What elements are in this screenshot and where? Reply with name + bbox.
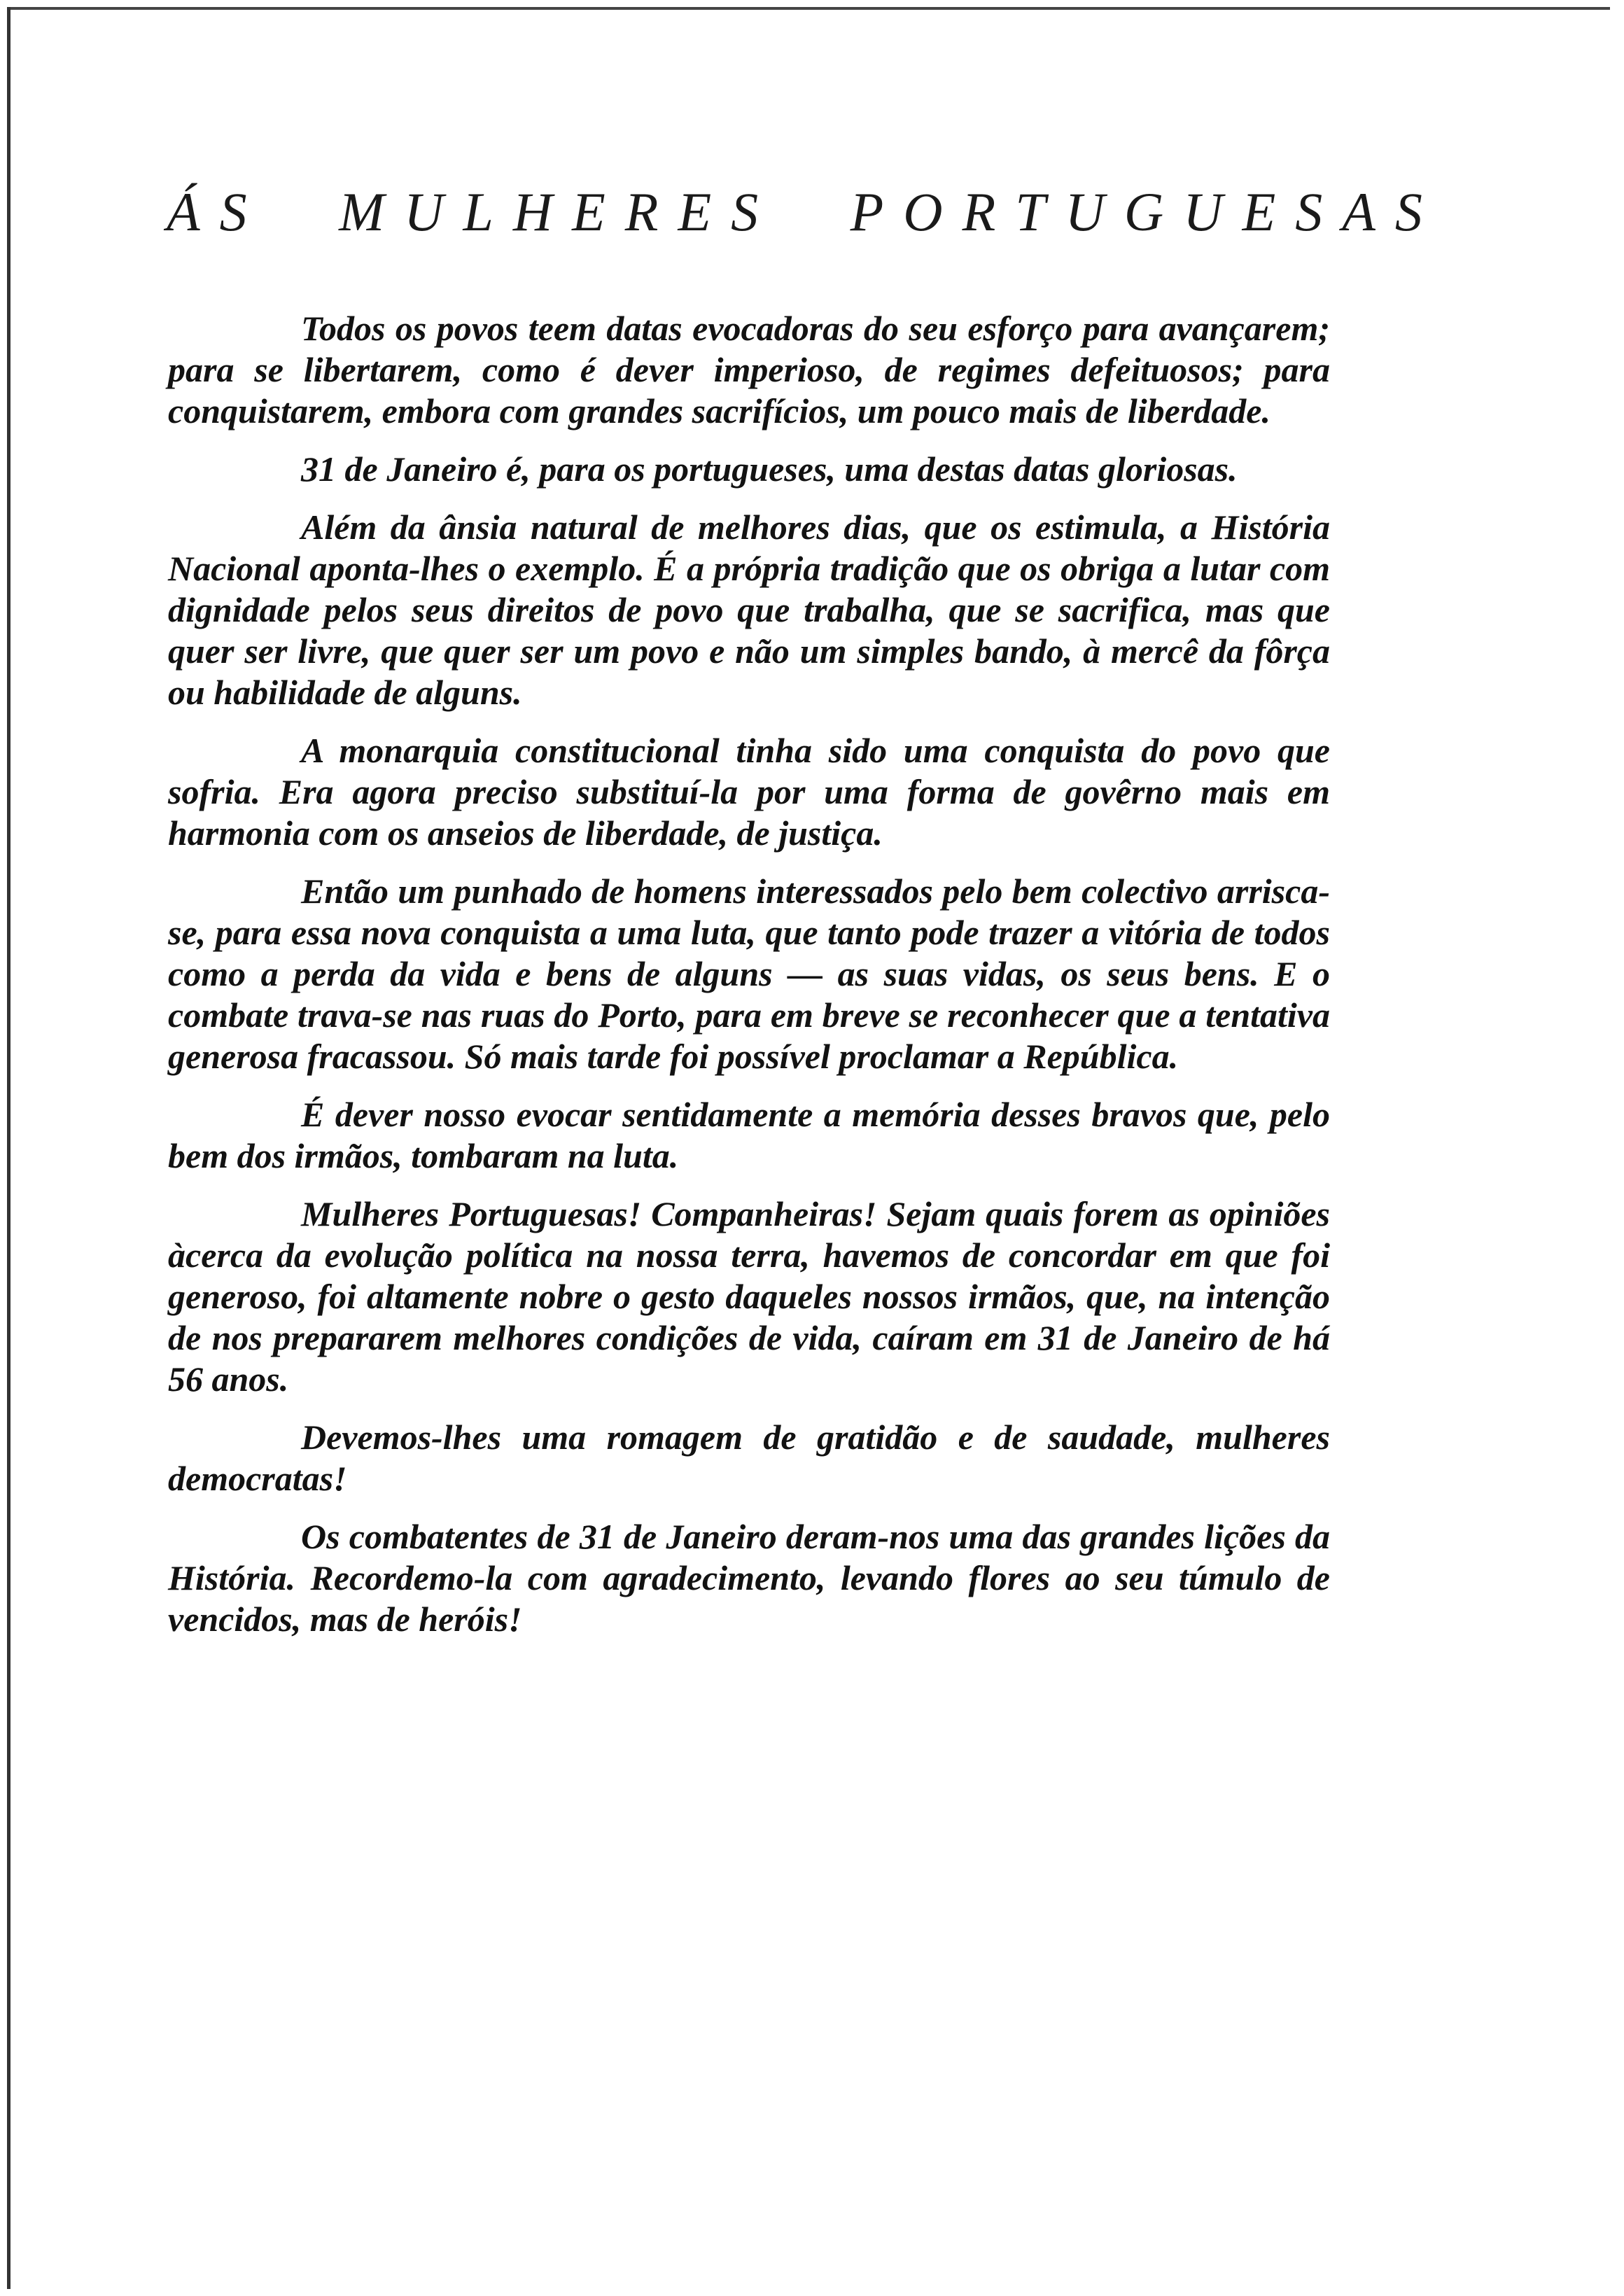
paragraph: 31 de Janeiro é, para os portugueses, uma destas datas gloriosas.	[301, 449, 1238, 489]
document-body	[168, 308, 1330, 1657]
paragraph: É dever nosso evocar sentidamente a memória desses bravos que, pelo bem dos irmãos, tombaram na luta.	[168, 1095, 1330, 1175]
paragraph: Mulheres Portuguesas! Companheiras! Sejam quais forem as opiniões àcerca da evolução política na nossa terra, havemos de concordar em que foi generoso, foi altamente nobre o gesto daqueles nossos irmãos, que, na intenção de nos prepararem melhores condições de vida, caíram em 31 de Janeiro de há 56 anos.	[168, 1194, 1330, 1399]
paragraph: Todos os povos teem datas evocadoras do seu esforço para avançarem; para se libertarem, como é dever imperioso, de regimes defeituosos; para conquistarem, embora com grandes sacrifícios, um pouco mais de liberdade.	[168, 309, 1330, 430]
page-border-left	[7, 7, 10, 2289]
paragraph: A monarquia constitucional tinha sido uma conquista do povo que sofria. Era agora preciso substituí-la por uma forma de govêrno mais em harmonia com os anseios de liberdade, de justiça.	[168, 731, 1330, 853]
paragraph: Além da ânsia natural de melhores dias, que os estimula, a História Nacional aponta-lhes o exemplo. É a própria tradição que os obriga a lutar com dignidade pelos seus direitos de povo que trabalha, que se sacrifica, mas que quer ser livre, que quer ser um povo e não um simples bando, à mercê da fôrça ou habilidade de alguns.	[168, 507, 1330, 712]
page-border-top	[7, 7, 1610, 10]
document-title: ÁS MULHERES PORTUGUESAS	[167, 181, 1442, 242]
paragraph: Então um punhado de homens interessados pelo bem colectivo arrisca-se, para essa nova conquista a uma luta, que tanto pode trazer a vitória de todos como a perda da vida e bens de alguns — as suas vidas, os seus bens. E o combate trava-se nas ruas do Porto, para em breve se reconhecer que a tentativa generosa fracassou. Só mais tarde foi possível proclamar a República.	[168, 872, 1330, 1076]
paragraph: Os combatentes de 31 de Janeiro deram-nos uma das grandes lições da História. Recordemo-la com agradecimento, levando flores ao seu túmulo de vencidos, mas de heróis!	[168, 1517, 1330, 1639]
paragraph: Devemos-lhes uma romagem de gratidão e de saudade, mulheres democratas!	[168, 1418, 1330, 1498]
